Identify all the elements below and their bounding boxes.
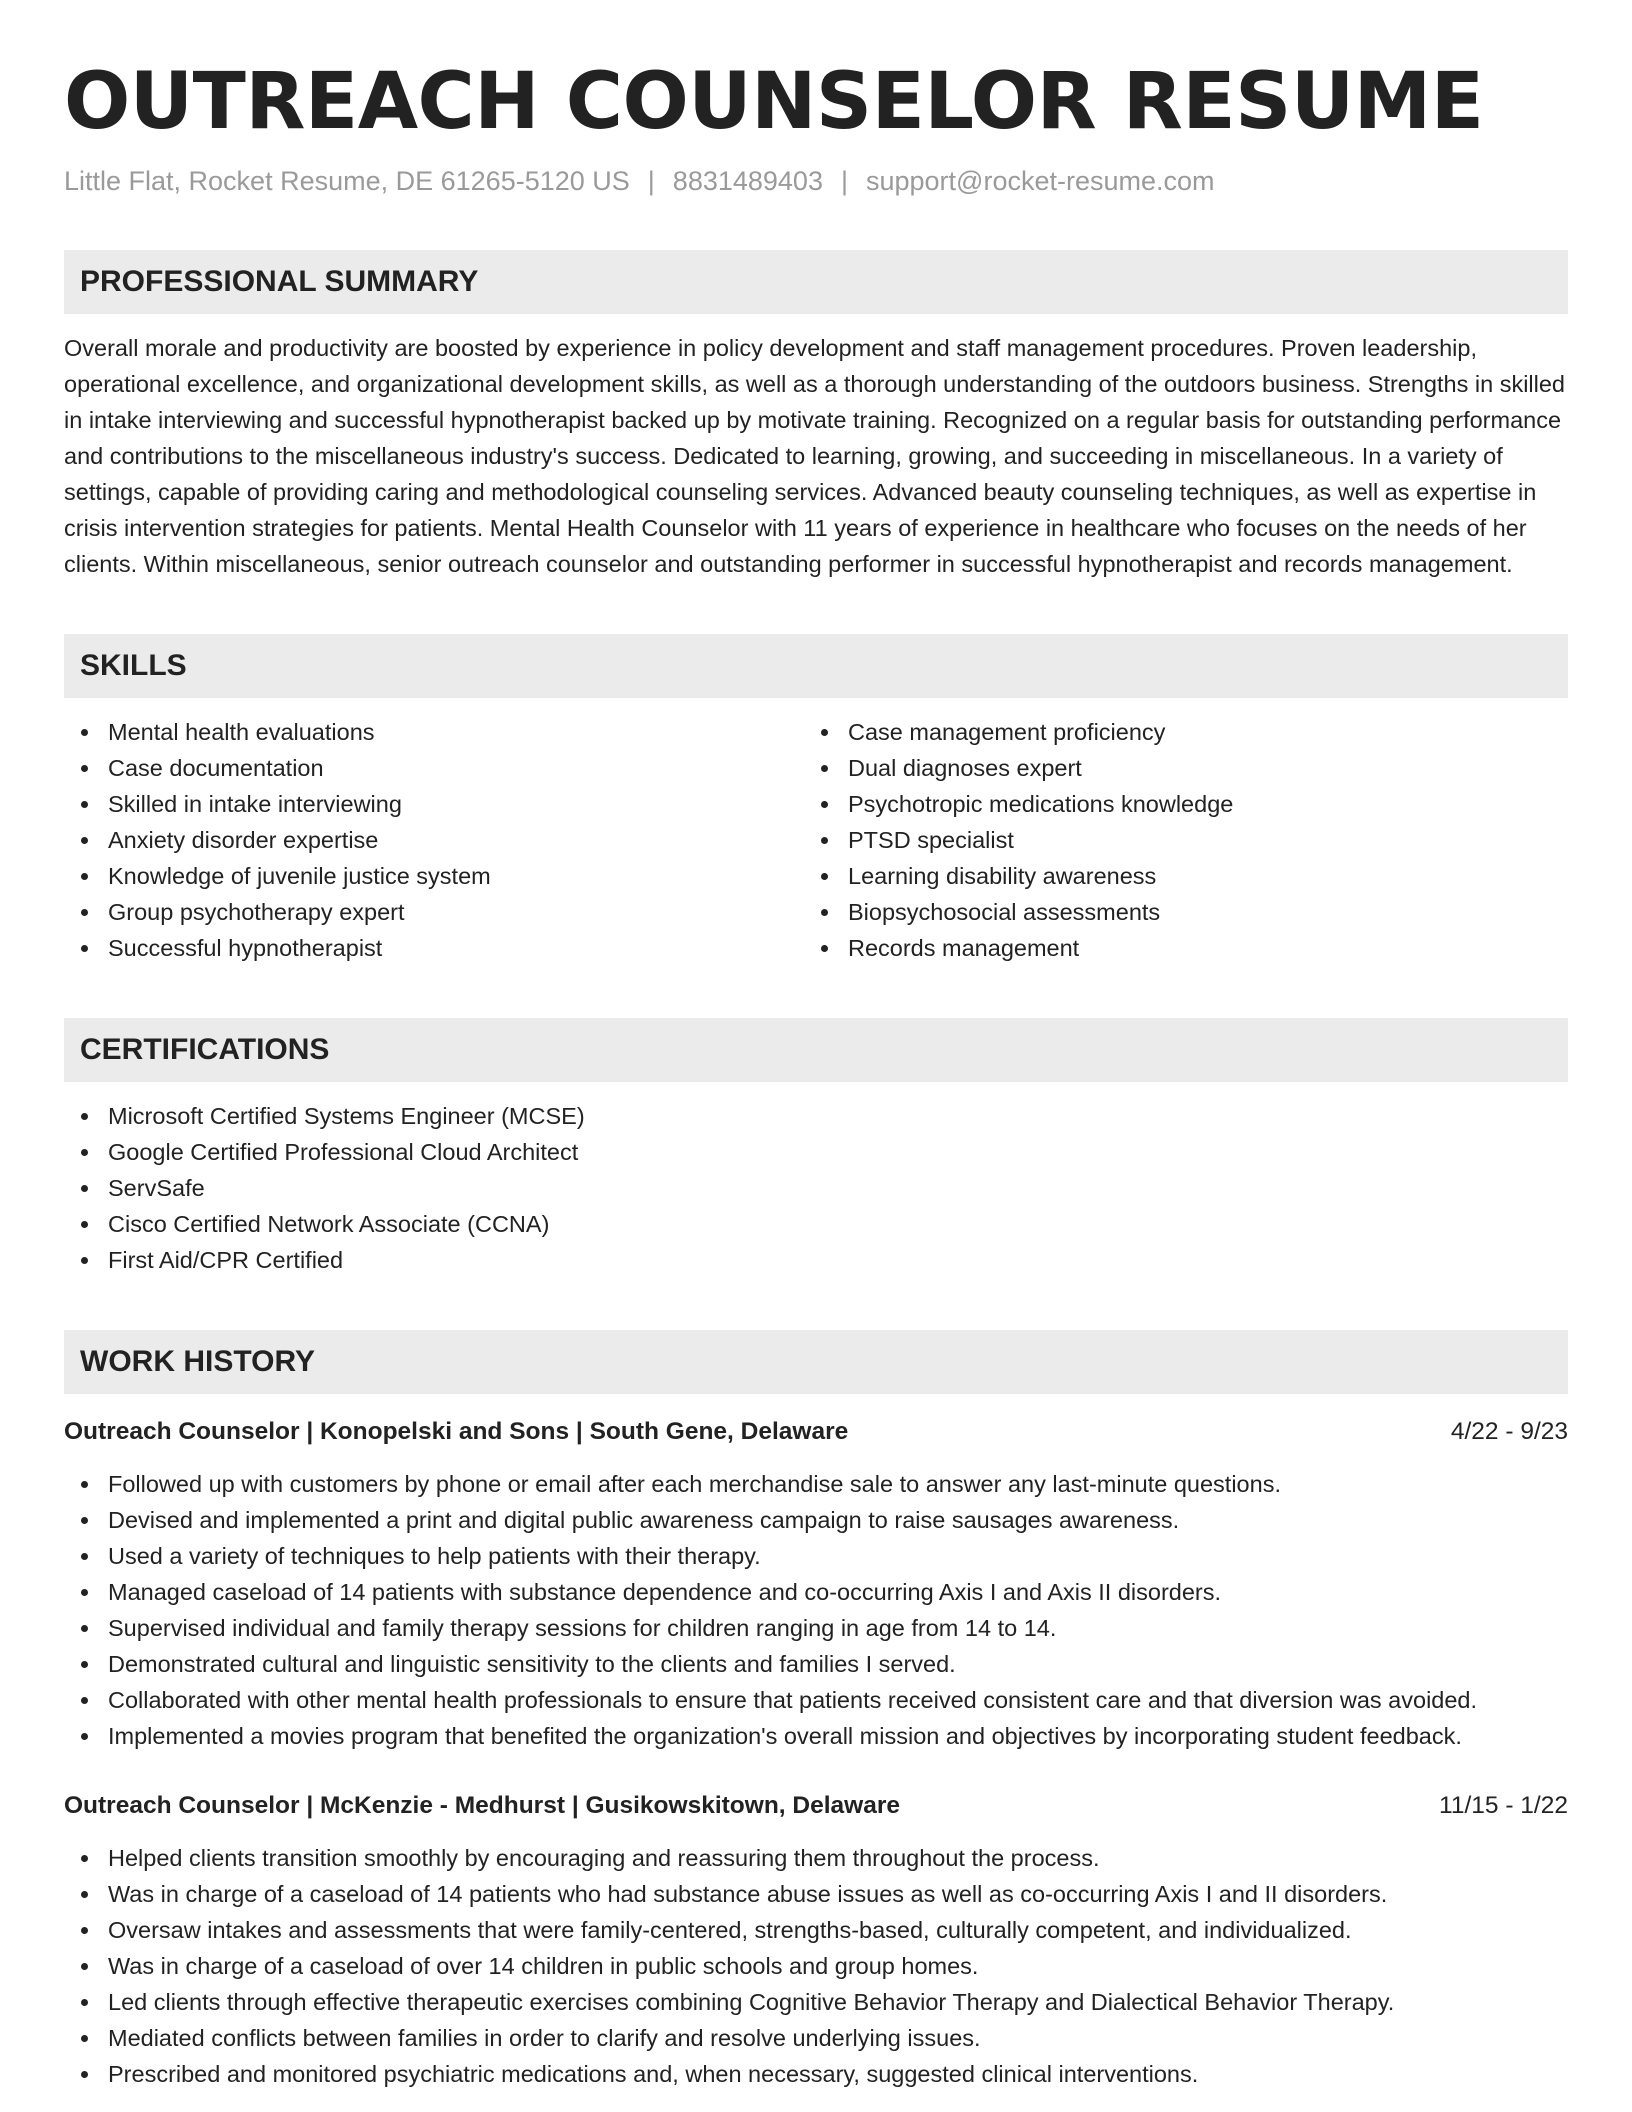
job-header [64, 1788, 1568, 1824]
contact-email: support@rocket-resume.com [865, 166, 1215, 196]
job-bullet: Demonstrated cultural and linguistic sensitivity to the clients and families I served. [64, 1646, 1568, 1682]
job-bullet: Implemented a movies program that benefited the organization's overall mission and objectives by incorporating student feedback. [64, 1718, 1568, 1754]
job-entry [64, 1414, 1568, 1754]
skill-item: Anxiety disorder expertise [64, 822, 804, 858]
certification-item: Microsoft Certified Systems Engineer (MCSE) [64, 1098, 1568, 1134]
job-bullet: Was in charge of a caseload of over 14 children in public schools and group homes. [64, 1948, 1568, 1984]
job-header [64, 1414, 1568, 1450]
job-bullets [64, 1840, 1568, 2092]
section-header-work-history: WORK HISTORY [64, 1330, 1568, 1394]
skill-item: Biopsychosocial assessments [804, 894, 1544, 930]
resume-title: OUTREACH COUNSELOR RESUME [64, 57, 1484, 147]
job-bullet: Prescribed and monitored psychiatric medications and, when necessary, suggested clinical interventions. [64, 2056, 1568, 2092]
certification-item: Cisco Certified Network Associate (CCNA) [64, 1206, 1568, 1242]
job-bullet: Followed up with customers by phone or email after each merchandise sale to answer any last-minute questions. [64, 1466, 1568, 1502]
certification-item: ServSafe [64, 1170, 1568, 1206]
contact-line [64, 164, 1568, 198]
section-header-certifications: CERTIFICATIONS [64, 1018, 1568, 1082]
skill-item: Successful hypnotherapist [64, 930, 804, 966]
skills-list-right [804, 714, 1544, 966]
skill-item: Psychotropic medications knowledge [804, 786, 1544, 822]
contact-address: Little Flat, Rocket Resume, DE 61265-5120 US [64, 166, 630, 196]
job-bullet: Devised and implemented a print and digital public awareness campaign to raise sausages awareness. [64, 1502, 1568, 1538]
skill-item: Mental health evaluations [64, 714, 804, 750]
skill-item: Dual diagnoses expert [804, 750, 1544, 786]
job-bullet: Managed caseload of 14 patients with substance dependence and co-occurring Axis I and Axis II disorders. [64, 1574, 1568, 1610]
skill-item: Group psychotherapy expert [64, 894, 804, 930]
skill-item: Skilled in intake interviewing [64, 786, 804, 822]
certification-item: Google Certified Professional Cloud Architect [64, 1134, 1568, 1170]
skill-item: PTSD specialist [804, 822, 1544, 858]
skill-item: Case management proficiency [804, 714, 1544, 750]
contact-phone: 8831489403 [672, 166, 823, 196]
skill-item: Learning disability awareness [804, 858, 1544, 894]
job-title: Outreach Counselor | Konopelski and Sons | South Gene, Delaware [64, 1418, 849, 1445]
job-bullets [64, 1466, 1568, 1754]
summary-text: Overall morale and productivity are boosted by experience in policy development and staff management procedures. Proven leadership, operational excellence, and organizational development skills, as well as a thorough understanding of the outdoors business. Strengths in skilled in intake interviewing and successful hypnotherapist backed up by motivate training. Recognized on a regular basis for outstanding performance and contributions to the miscellaneous industry's success. Dedicated to learning, growing, and succeeding in miscellaneous. In a variety of settings, capable of providing caring and methodological counseling services. Advanced beauty counseling techniques, as well as expertise in crisis intervention strategies for patients. Mental Health Counselor with 11 years of experience in healthcare who focuses on the needs of her clients. Within miscellaneous, senior outreach counselor and outstanding performer in successful hypnotherapist and records management. [64, 335, 1566, 577]
job-bullet: Helped clients transition smoothly by encouraging and reassuring them throughout the process. [64, 1840, 1568, 1876]
job-dates: 11/15 - 1/22 [1439, 1792, 1568, 1819]
job-bullet: Supervised individual and family therapy sessions for children ranging in age from 14 to 14. [64, 1610, 1568, 1646]
job-bullet: Collaborated with other mental health professionals to ensure that patients received consistent care and that diversion was avoided. [64, 1682, 1568, 1718]
job-bullet: Was in charge of a caseload of 14 patients who had substance abuse issues as well as co-occurring Axis I and II disorders. [64, 1876, 1568, 1912]
job-bullet: Led clients through effective therapeutic exercises combining Cognitive Behavior Therapy and Dialectical Behavior Therapy. [64, 1984, 1568, 2020]
skills-grid [64, 714, 1568, 966]
job-bullet: Mediated conflicts between families in order to clarify and resolve underlying issues. [64, 2020, 1568, 2056]
job-dates: 4/22 - 9/23 [1450, 1418, 1568, 1445]
skill-item: Knowledge of juvenile justice system [64, 858, 804, 894]
skill-item: Case documentation [64, 750, 804, 786]
contact-separator: | [840, 166, 848, 196]
job-bullet: Used a variety of techniques to help patients with their therapy. [64, 1538, 1568, 1574]
skill-item: Records management [804, 930, 1544, 966]
section-header-professional-summary: PROFESSIONAL SUMMARY [64, 250, 1568, 314]
certifications-list [64, 1098, 1568, 1278]
job-bullet: Oversaw intakes and assessments that were family-centered, strengths-based, culturally competent, and individualized. [64, 1912, 1568, 1948]
certification-item: First Aid/CPR Certified [64, 1242, 1568, 1278]
section-header-skills: SKILLS [64, 634, 1568, 698]
skills-list-left [64, 714, 804, 966]
contact-separator: | [647, 166, 655, 196]
job-entry [64, 1788, 1568, 2092]
job-title: Outreach Counselor | McKenzie - Medhurst | Gusikowskitown, Delaware [64, 1792, 900, 1819]
